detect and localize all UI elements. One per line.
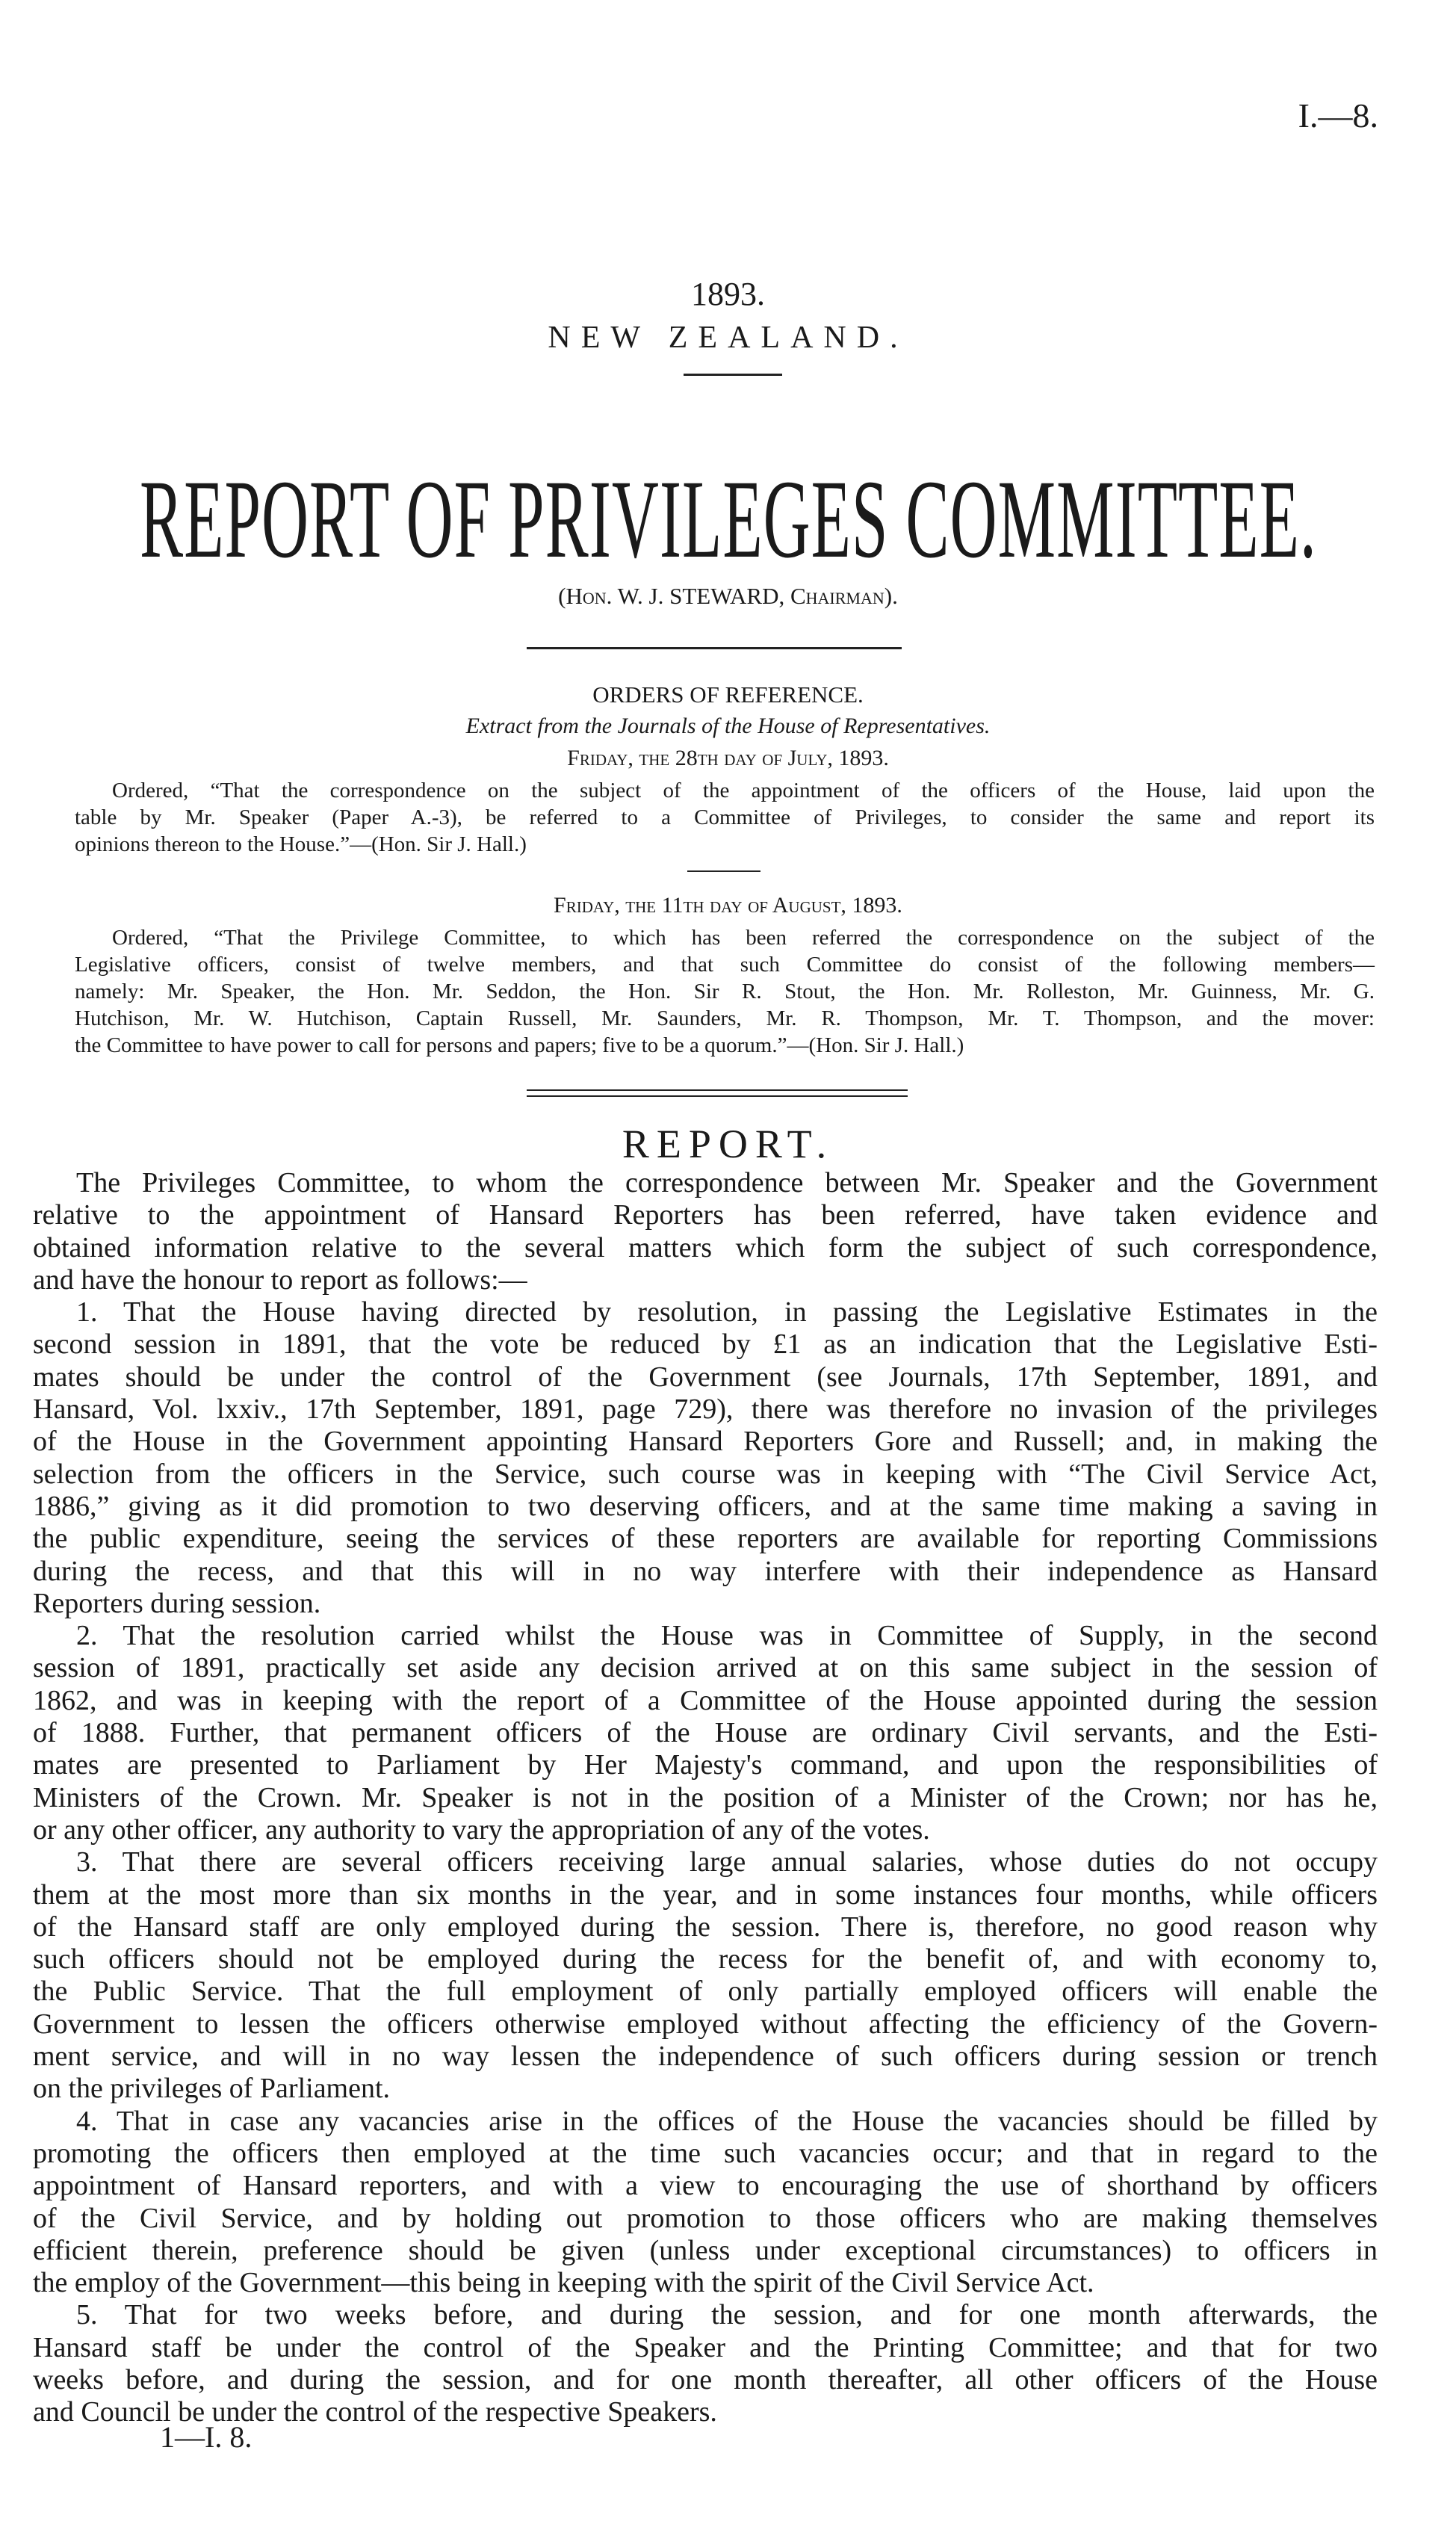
text-line: Ordered, “That the correspondence on the subject of the appointment of the officers of the House, laid upon the bbox=[112, 779, 1375, 802]
report-paragraph bbox=[33, 1620, 1378, 1846]
report-paragraph bbox=[33, 2106, 1378, 2300]
text-line: second session in 1891, that the vote be reduced by £1 as an indication that the Legislative Esti- bbox=[33, 1328, 1378, 1361]
text-line: 1862, and was in keeping with the report of a Committee of the House appointed during the session bbox=[33, 1684, 1378, 1716]
text-line: Legislative officers, consist of twelve members, and that such Committee do consist of the following members— bbox=[75, 953, 1375, 977]
text-line: relative to the appointment of Hansard Reporters has been referred, have taken evidence and bbox=[33, 1199, 1378, 1231]
text-line: namely: Mr. Speaker, the Hon. Mr. Seddon, the Hon. Sir R. Stout, the Hon. Mr. Rolleston, Mr. Guinness, Mr. G. bbox=[75, 980, 1375, 1003]
text-line: obtained information relative to the several matters which form the subject of such correspondence, bbox=[33, 1231, 1378, 1263]
text-line: the public expenditure, seeing the services of these reporters are available for reporting Commissions bbox=[33, 1523, 1378, 1555]
text-line: 1. That the House having directed by resolution, in passing the Legislative Estimates in the bbox=[76, 1296, 1378, 1328]
text-line: of the Hansard staff are only employed during the session. There is, therefore, no good reason why bbox=[33, 1911, 1378, 1943]
double-rule-bottom bbox=[527, 1095, 908, 1097]
text-line: appointment of Hansard reporters, and with a view to encouraging the use of shorthand by officers bbox=[33, 2170, 1378, 2202]
text-line: the Committee to have power to call for persons and papers; five to be a quorum.”—(Hon. Sir J. Hall.) bbox=[75, 1033, 964, 1057]
text-line: mates are presented to Parliament by Her Majesty's command, and upon the responsibilities of bbox=[33, 1749, 1378, 1781]
text-line: Hansard staff be under the control of the Speaker and the Printing Committee; and that for two bbox=[33, 2331, 1378, 2363]
text-line: ment service, and will in no way lessen the independence of such officers during session or trench bbox=[33, 2041, 1378, 2073]
text-line: such officers should not be employed during the recess for the benefit of, and with economy to, bbox=[33, 1943, 1378, 1976]
text-line: Reporters during session. bbox=[33, 1587, 321, 1619]
text-line: selection from the officers in the Service, such course was in keeping with “The Civil Service Act, bbox=[33, 1458, 1378, 1490]
order-date: Friday, the 11th day of August, 1893. bbox=[554, 893, 902, 918]
text-line: weeks before, and during the session, and for one month thereafter, all other officers of the House bbox=[33, 2363, 1378, 2395]
text-line: the Public Service. That the full employment of only partially employed officers will enable the bbox=[33, 1976, 1378, 2008]
text-line: Ordered, “That the Privilege Committee, to which has been referred the correspondence on the subject of the bbox=[112, 926, 1375, 950]
text-line: session of 1891, practically set aside any decision arrived at on this same subject in the session of bbox=[33, 1652, 1378, 1684]
text-line: opinions thereon to the House.”—(Hon. Sir J. Hall.) bbox=[75, 832, 527, 856]
text-line: Hansard, Vol. lxxiv., 17th September, 1891, page 729), there was therefore no invasion of the privileges bbox=[33, 1394, 1378, 1426]
chairman: (Hon. W. J. STEWARD, Chairman). bbox=[558, 583, 898, 609]
text-line: The Privileges Committee, to whom the correspondence between Mr. Speaker and the Government bbox=[76, 1167, 1378, 1198]
text-line: and have the honour to report as follows:— bbox=[33, 1263, 527, 1296]
text-line: them at the most more than six months in the year, and in some instances four months, while officers bbox=[33, 1878, 1378, 1911]
double-rule-top bbox=[527, 1089, 908, 1091]
year: 1893. bbox=[691, 276, 765, 312]
text-line: of 1888. Further, that permanent officers of the House are ordinary Civil servants, and the Esti- bbox=[33, 1717, 1378, 1749]
text-line: 3. That there are several officers receiving large annual salaries, whose duties do not occupy bbox=[76, 1846, 1378, 1878]
text-line: Hutchison, Mr. W. Hutchison, Captain Russell, Mr. Saunders, Mr. R. Thompson, Mr. T. Thompson, and the mover: bbox=[75, 1006, 1375, 1030]
report-heading: REPORT. bbox=[622, 1122, 834, 1166]
text-line: mates should be under the control of the Government (see Journals, 17th September, 1891, and bbox=[33, 1361, 1378, 1393]
order-text bbox=[75, 924, 1375, 1059]
text-line: table by Mr. Speaker (Paper A.-3), be referred to a Committee of Privileges, to consider the same and report its bbox=[75, 805, 1375, 829]
divider bbox=[687, 870, 760, 872]
text-line: during the recess, and that this will in no way interfere with their independence as Hansard bbox=[33, 1555, 1378, 1587]
text-line: efficient therein, preference should be given (unless under exceptional circumstances) to officers in bbox=[33, 2234, 1378, 2266]
orders-heading: ORDERS OF REFERENCE. bbox=[592, 681, 864, 708]
text-line: Ministers of the Crown. Mr. Speaker is not in the position of a Minister of the Crown; nor has he, bbox=[33, 1781, 1378, 1813]
text-line: Government to lessen the officers otherwise employed without affecting the efficiency of the Govern- bbox=[33, 2008, 1378, 2040]
country: NEW ZEALAND. bbox=[548, 321, 908, 355]
text-line: 5. That for two weeks before, and during the session, and for one month afterwards, the bbox=[76, 2299, 1378, 2331]
text-line: of the House in the Government appointing Hansard Reporters Gore and Russell; and, in making the bbox=[33, 1426, 1378, 1458]
report-body bbox=[33, 1167, 1378, 2429]
report-paragraph bbox=[33, 2299, 1378, 2428]
text-line: 4. That in case any vacancies arise in the offices of the House the vacancies should be filled by bbox=[76, 2105, 1378, 2137]
order-text bbox=[75, 777, 1375, 858]
text-line: on the privileges of Parliament. bbox=[33, 2073, 391, 2105]
text-line: and Council be under the control of the respective Speakers. bbox=[33, 2396, 717, 2428]
divider bbox=[684, 374, 782, 376]
text-line: 1886,” giving as it did promotion to two deserving officers, and at the same time making a saving in bbox=[33, 1490, 1378, 1522]
report-paragraph bbox=[33, 1846, 1378, 2105]
text-line: promoting the officers then employed at the time such vacancies occur; and that in regard to the bbox=[33, 2137, 1378, 2169]
text-line: 2. That the resolution carried whilst the House was in Committee of Supply, in the second bbox=[76, 1620, 1378, 1652]
page-reference: I.—8. bbox=[1298, 96, 1378, 134]
page-title: REPORT OF PRIVILEGES COMMITTEE. bbox=[139, 457, 1317, 581]
text-line: of the Civil Service, and by holding out promotion to those officers who are making themselves bbox=[33, 2202, 1378, 2234]
text-line: the employ of the Government—this being in keeping with the spirit of the Civil Service Act. bbox=[33, 2267, 1094, 2299]
report-paragraph bbox=[33, 1167, 1378, 1296]
order-date: Friday, the 28th day of July, 1893. bbox=[567, 746, 889, 770]
text-line: or any other officer, any authority to vary the appropriation of any of the votes. bbox=[33, 1813, 930, 1846]
signature-mark: 1—I. 8. bbox=[160, 2420, 253, 2454]
extract-caption: Extract from the Journals of the House of Representatives. bbox=[465, 714, 991, 738]
divider bbox=[527, 647, 902, 649]
report-paragraph bbox=[33, 1296, 1378, 1620]
